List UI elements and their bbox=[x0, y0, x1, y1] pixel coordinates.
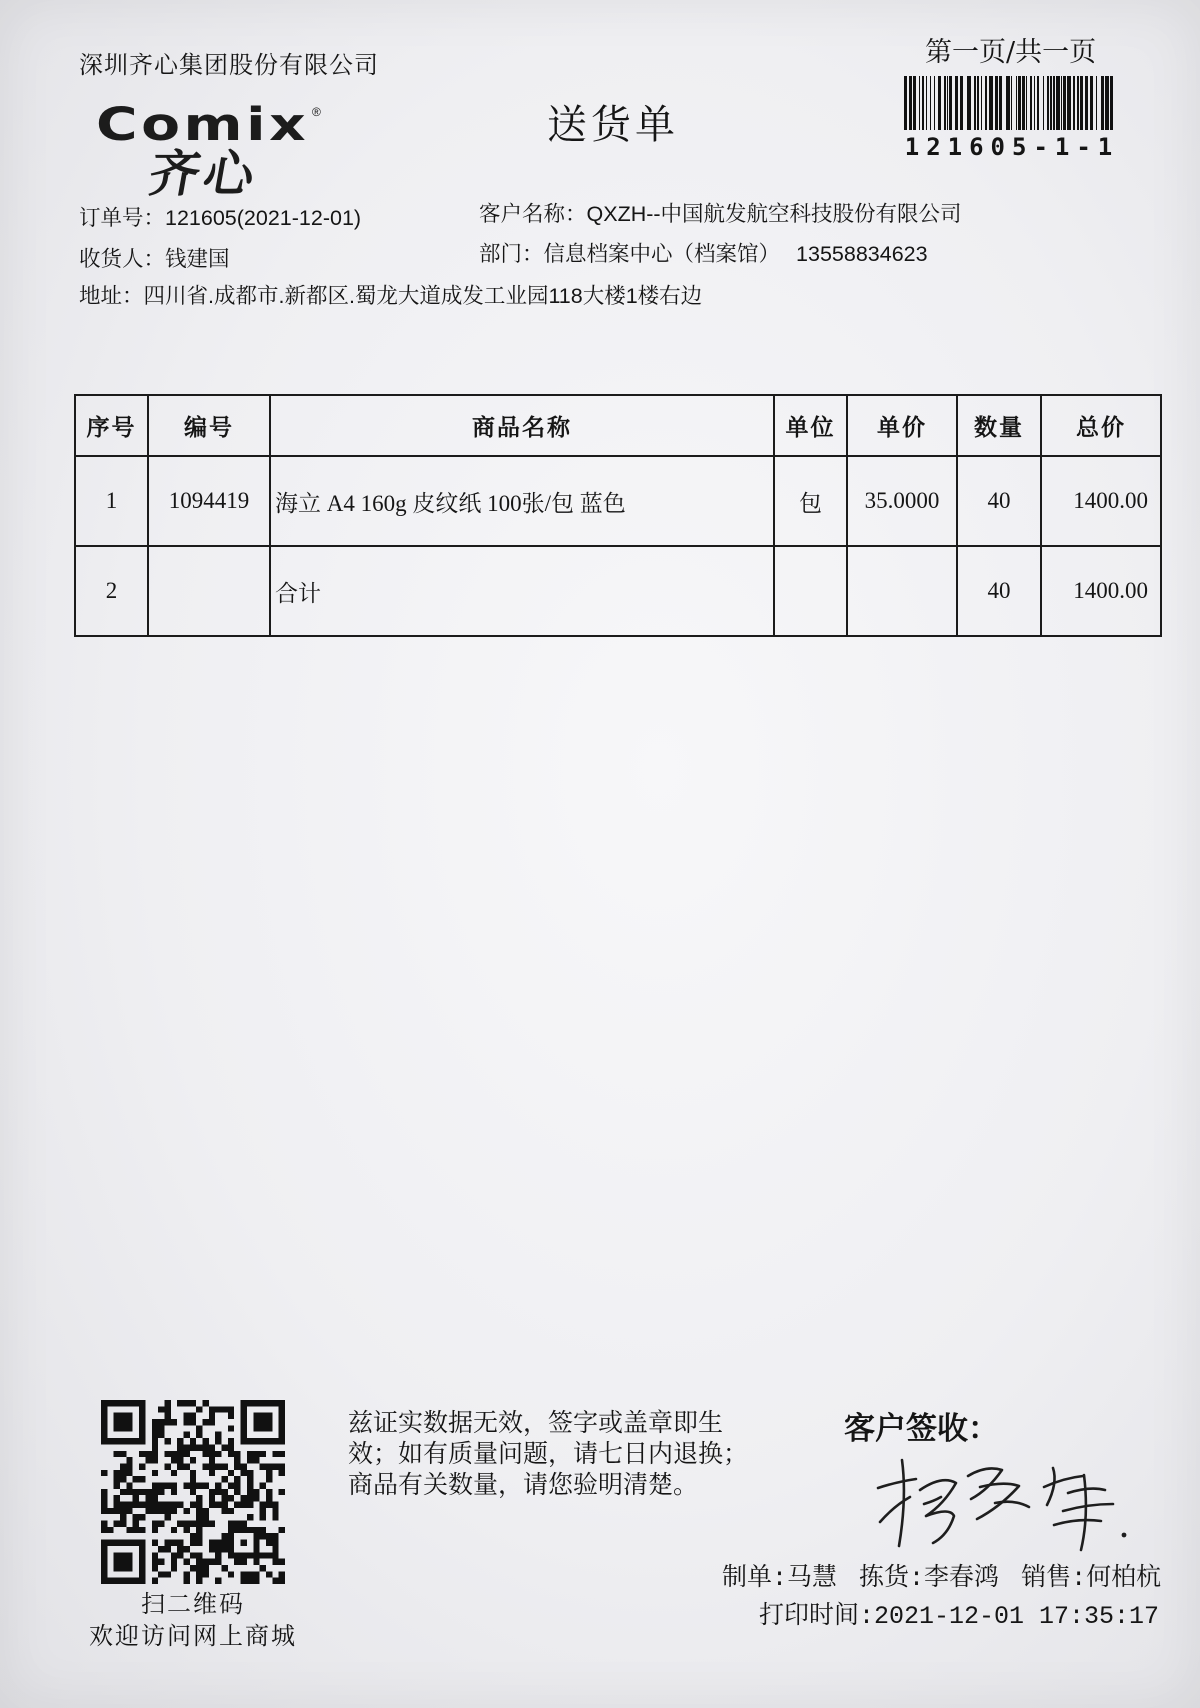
department-value: 信息档案中心（档案馆） bbox=[543, 242, 781, 266]
cell-qty: 40 bbox=[957, 546, 1041, 636]
col-header-qty: 数量 bbox=[957, 395, 1041, 456]
cell-unit: 包 bbox=[774, 456, 847, 546]
notice-line-3: 商品有关数量，请您验明清楚。 bbox=[348, 1471, 699, 1499]
cell-qty: 40 bbox=[957, 456, 1041, 546]
signature-stroke bbox=[878, 1479, 916, 1488]
cell-product: 合计 bbox=[270, 546, 774, 636]
table-header-row bbox=[75, 395, 1161, 456]
picker-value: 李春鸿 bbox=[924, 1564, 1000, 1593]
signature-stroke bbox=[1044, 1476, 1083, 1487]
barcode-number: 121605-1-1 bbox=[904, 133, 1120, 161]
logo-latin-text: Comix bbox=[96, 98, 310, 152]
table-row-summary bbox=[75, 546, 1161, 636]
cell-seq: 1 bbox=[75, 456, 148, 546]
cell-unit bbox=[774, 546, 847, 636]
order-number-value: 121605(2021-12-01) bbox=[165, 206, 362, 230]
signature-stroke bbox=[924, 1497, 941, 1504]
sales-value: 何柏杭 bbox=[1086, 1564, 1162, 1593]
department-label: 部门： bbox=[479, 242, 544, 266]
address-field bbox=[79, 283, 702, 309]
cell-code bbox=[148, 546, 270, 636]
qr-caption-line-1: 扫二维码 bbox=[141, 1590, 245, 1618]
print-time-value: 2021-12-01 17:35:17 bbox=[874, 1602, 1160, 1631]
col-header-product: 商品名称 bbox=[270, 395, 774, 456]
receiver-label: 收货人： bbox=[79, 247, 166, 271]
customer-name-label: 客户名称： bbox=[479, 202, 587, 226]
department-phone: 13558834623 bbox=[796, 242, 928, 266]
customer-sign-label: 客户签收： bbox=[844, 1411, 999, 1446]
print-time-label: 打印时间: bbox=[759, 1602, 875, 1631]
prepared-by-value: 马慧 bbox=[787, 1564, 838, 1593]
logo-registered-mark: ® bbox=[312, 105, 321, 119]
company-name: 深圳齐心集团股份有限公司 bbox=[79, 51, 379, 79]
cell-price bbox=[847, 546, 957, 636]
prepared-by-label: 制单: bbox=[722, 1564, 788, 1593]
barcode-icon bbox=[904, 76, 1116, 130]
signature-dot bbox=[1122, 1533, 1127, 1538]
page-indicator: 第一页/共一页 bbox=[925, 37, 1097, 68]
cell-total: 1400.00 bbox=[1041, 546, 1161, 636]
customer-name-field bbox=[479, 201, 962, 227]
col-header-total: 总价 bbox=[1041, 395, 1161, 456]
comix-logo bbox=[96, 98, 336, 203]
order-number-label: 订单号： bbox=[79, 206, 166, 230]
notice-line-1: 兹证实数据无效，签字或盖章即生 bbox=[348, 1409, 724, 1437]
barcode-bars bbox=[904, 76, 1113, 130]
signature-stroke bbox=[880, 1497, 910, 1522]
sales-label: 销售: bbox=[1021, 1564, 1087, 1593]
address-value: 四川省.成都市.新都区.蜀龙大道成发工业园118大楼1楼右边 bbox=[143, 284, 703, 308]
notice-text bbox=[348, 1408, 748, 1501]
picker-label: 拣货: bbox=[859, 1564, 925, 1593]
signature-stroke bbox=[1063, 1504, 1113, 1511]
cell-price: 35.0000 bbox=[847, 456, 957, 546]
cell-code: 1094419 bbox=[148, 456, 270, 546]
col-header-price: 单价 bbox=[847, 395, 957, 456]
staff-line bbox=[722, 1564, 1161, 1594]
print-time bbox=[759, 1602, 1159, 1632]
signature-stroke bbox=[1054, 1520, 1101, 1525]
cell-seq: 2 bbox=[75, 546, 148, 636]
qr-caption-line-2: 欢迎访问网上商城 bbox=[89, 1622, 297, 1650]
handwritten-signature bbox=[868, 1446, 1138, 1556]
order-number-field bbox=[79, 205, 361, 231]
col-header-code: 编号 bbox=[148, 395, 270, 456]
logo-chinese-text: 齐心 bbox=[144, 145, 264, 203]
items-table bbox=[74, 394, 1162, 637]
table-row bbox=[75, 456, 1161, 546]
notice-line-2: 效；如有质量问题，请七日内退换； bbox=[348, 1440, 749, 1468]
cell-product: 海立 A4 160g 皮纹纸 100张/包 蓝色 bbox=[270, 456, 774, 546]
col-header-unit: 单位 bbox=[774, 395, 847, 456]
department-field bbox=[479, 241, 928, 267]
document-title: 送货单 bbox=[547, 102, 679, 148]
qr-caption bbox=[60, 1588, 326, 1652]
receiver-value: 钱建国 bbox=[165, 247, 230, 271]
qr-code-icon bbox=[101, 1400, 285, 1584]
address-label: 地址： bbox=[79, 284, 144, 308]
signature-stroke bbox=[920, 1480, 956, 1543]
cell-total: 1400.00 bbox=[1041, 456, 1161, 546]
signature-stroke bbox=[1081, 1475, 1086, 1550]
customer-name-value: QXZH--中国航发航空科技股份有限公司 bbox=[586, 202, 962, 226]
col-header-seq: 序号 bbox=[75, 395, 148, 456]
receiver-field bbox=[79, 246, 230, 272]
qr-modules bbox=[101, 1400, 285, 1584]
